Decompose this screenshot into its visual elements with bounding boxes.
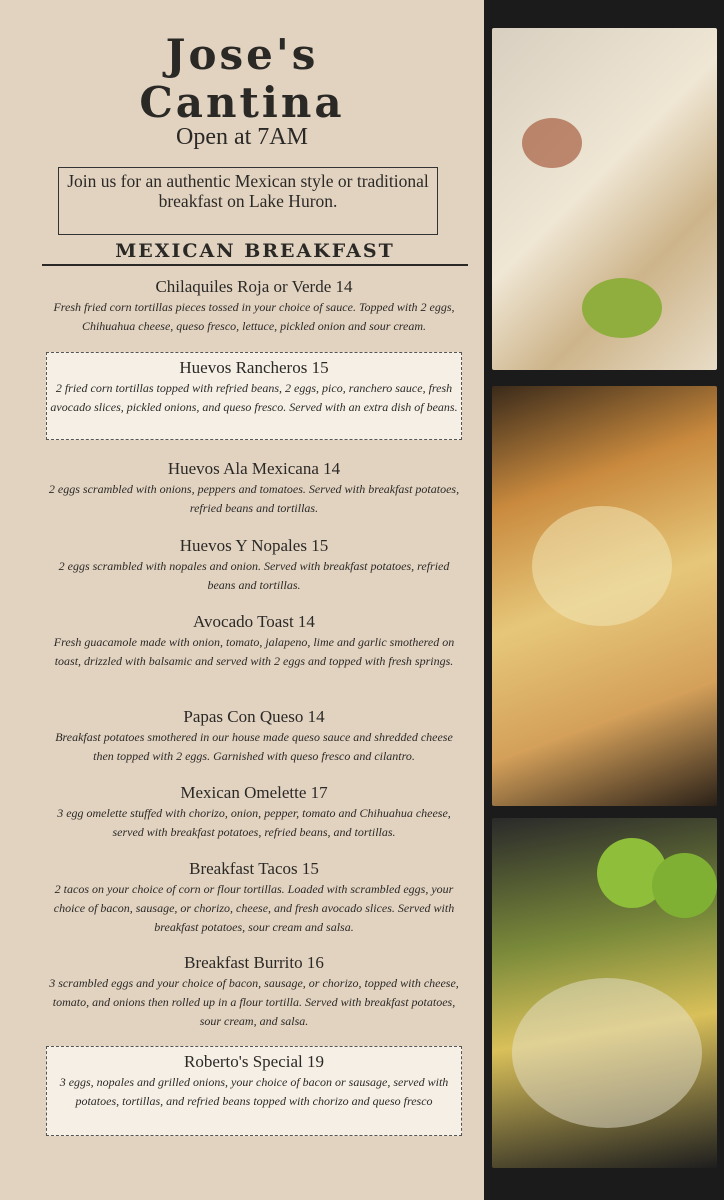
menu-item-huevos-ala-mexicana xyxy=(46,458,462,518)
restaurant-name-line1: Jose's xyxy=(165,30,319,79)
crema-shape xyxy=(512,978,702,1128)
item-description: 2 tacos on your choice of corn or flour tortillas. Loaded with scrambled eggs, your choice of bacon, sausage, or chorizo, cheese, and fresh avocado slices. Served with breakfast potatoes, sour cream and salsa. xyxy=(53,882,455,934)
photo-column xyxy=(484,0,724,1200)
item-description: 3 eggs, nopales and grilled onions, your choice of bacon or sausage, served with potatoes, tortillas, and refried beans topped with chorizo and queso fresco xyxy=(59,1075,449,1108)
item-name: Mexican Omelette 17 xyxy=(180,783,328,802)
item-name: Breakfast Burrito 16 xyxy=(184,953,324,972)
menu-item-avocado-toast xyxy=(46,611,462,671)
item-description: 2 fried corn tortillas topped with refried beans, 2 eggs, pico, ranchero sauce, fresh avocado slices, pickled onions, and queso fresco. Served with an extra dish of beans. xyxy=(50,381,458,414)
breakfast-tacos-photo xyxy=(492,28,717,370)
item-description: 2 eggs scrambled with onions, peppers and tomatoes. Served with breakfast potatoes, refried beans and tortillas. xyxy=(48,482,460,515)
lime-shape xyxy=(652,853,717,918)
menu-item-breakfast-tacos xyxy=(46,858,462,937)
menu-item-mexican-omelette xyxy=(46,782,462,842)
item-description: Breakfast potatoes smothered in our house made queso sauce and shredded cheese then topped with 2 eggs. Garnished with queso fresco and cilantro. xyxy=(55,730,453,763)
menu-item-chilaquiles xyxy=(46,276,462,336)
item-description: Fresh fried corn tortillas pieces tossed in your choice of sauce. Topped with 2 eggs, Chihuahua cheese, queso fresco, lettuce, pickled onion and sour cream. xyxy=(53,300,455,333)
menu-item-huevos-rancheros xyxy=(46,352,462,440)
menu-item-huevos-y-nopales xyxy=(46,535,462,595)
opening-hours: Open at 7AM xyxy=(176,124,308,150)
menu-item-papas-con-queso xyxy=(46,706,462,766)
section-heading: MEXICAN BREAKFAST xyxy=(115,240,395,262)
item-name: Huevos Ala Mexicana 14 xyxy=(167,459,341,478)
section-divider xyxy=(42,264,468,266)
item-description: 3 egg omelette stuffed with chorizo, onion, pepper, tomato and Chihuahua cheese, served with breakfast potatoes, refried beans, and tortillas. xyxy=(57,806,451,839)
item-name: Chilaquiles Roja or Verde 14 xyxy=(155,277,353,296)
item-description: Fresh guacamole made with onion, tomato, jalapeno, lime and garlic smothered on toast, drizzled with balsamic and served with 2 eggs and topped with fresh springs. xyxy=(53,635,455,668)
restaurant-name-line2: Cantina xyxy=(139,78,345,127)
item-name: Papas Con Queso 14 xyxy=(183,707,325,726)
item-name: Breakfast Tacos 15 xyxy=(189,859,319,878)
cheese-shape xyxy=(532,506,672,626)
item-name: Huevos Y Nopales 15 xyxy=(179,536,329,555)
item-description: 2 eggs scrambled with nopales and onion. Served with breakfast potatoes, refried beans and tortillas. xyxy=(58,559,450,592)
bacon-shape xyxy=(522,118,582,168)
item-description: 3 scrambled eggs and your choice of bacon, sausage, or chorizo, topped with cheese, tomato, and onions then rolled up in a flour tortilla. Served with breakfast potatoes, sour cream, and salsa. xyxy=(49,976,459,1028)
item-name: Roberto's Special 19 xyxy=(184,1052,324,1071)
item-name: Huevos Rancheros 15 xyxy=(179,358,329,377)
chilaquiles-photo xyxy=(492,818,717,1168)
intro-box: Join us for an authentic Mexican style or traditional breakfast on Lake Huron. xyxy=(58,167,438,235)
papas-con-queso-photo xyxy=(492,386,717,806)
menu-item-breakfast-burrito xyxy=(46,952,462,1031)
avocado-slice-shape xyxy=(582,278,662,338)
item-name: Avocado Toast 14 xyxy=(193,612,315,631)
menu-item-robertos-special xyxy=(46,1046,462,1136)
